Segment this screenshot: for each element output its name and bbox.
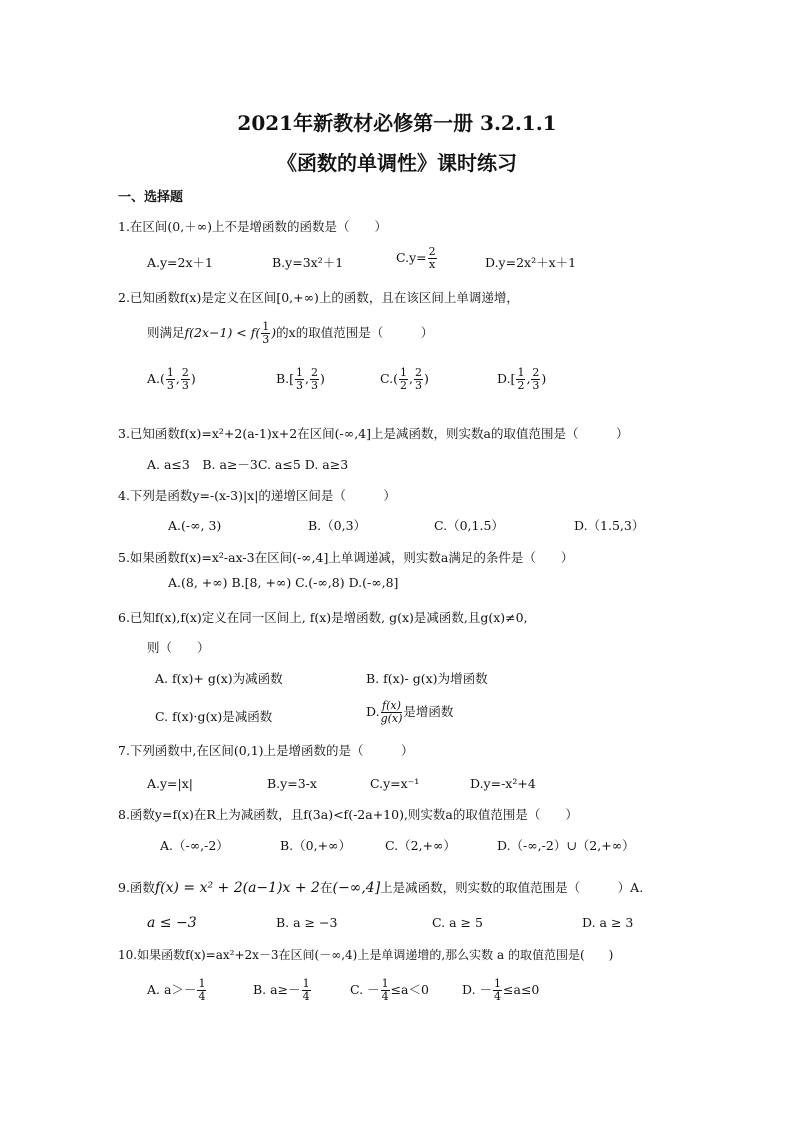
question-7-option-a: A.y=|x|: [147, 776, 194, 791]
question-8-stem: 8.函数y=f(x)在R上为减函数，且f(3a)<f(-2a+10),则实数a的取值范围是（ ）: [118, 807, 578, 822]
page-title: 2021年新教材必修第一册 3.2.1.1: [237, 111, 557, 135]
question-7-stem: 7.下列函数中,在区间(0,1)上是增函数的是（ ）: [118, 743, 414, 758]
question-9-option-d: D. a ≥ 3: [582, 915, 634, 930]
question-6-line2: 则（ ）: [147, 640, 210, 655]
question-4-option-c: C.（0,1.5）: [434, 518, 504, 533]
question-8-option-b: B.（0,+∞）: [280, 838, 351, 853]
question-3-stem: 3.已知函数f(x)=x²+2(a-1)x+2在区间(-∞,4]上是减函数，则实数a的取值范围是（ ）: [118, 426, 629, 441]
question-6-option-d: D. $\frac{f(x)}{g(x)}$ 是增函数: [366, 699, 454, 725]
question-7-option-b: B.y=3-x: [267, 776, 317, 791]
question-4-option-b: B.（0,3）: [308, 518, 367, 533]
question-8-option-c: C.（2,+∞）: [385, 838, 456, 853]
question-6-option-b: B. f(x)- g(x)为增函数: [366, 671, 488, 686]
question-10-option-b: B. a≥－ $\frac{1}{4}$: [253, 977, 310, 1003]
question-10-stem: 10.如果函数f(x)=ax²+2x－3在区间(－∞,4)上是单调递增的,那么实数 a 的取值范围是( ): [118, 948, 614, 962]
question-9-stem: 9.函数f(x) = x² + 2(a−1)x + 2在(−∞,4]上是减函数，则实数的取值范围是（ ）A.: [118, 880, 644, 896]
question-8-option-a: A.（-∞,-2）: [160, 838, 229, 853]
question-7-option-d: D.y=-x²+4: [470, 776, 536, 791]
question-1-option-a: A.y=2x＋1: [147, 255, 213, 270]
page-subtitle: 《函数的单调性》课时练习: [277, 151, 517, 175]
question-4-stem: 4.下列是函数y=-(x-3)|x|的递增区间是（ ）: [118, 488, 396, 503]
question-2-option-b: B.[ $\frac{1}{3}$ , $\frac{2}{3}$ ): [276, 366, 325, 392]
question-10-option-a: A. a＞－ $\frac{1}{4}$: [147, 977, 206, 1003]
question-7-option-c: C.y=x⁻¹: [370, 776, 420, 791]
question-9-option-b: B. a ≥ −3: [276, 915, 338, 930]
question-5-options: A.(8, +∞) B.[8, +∞) C.(-∞,8) D.(-∞,8]: [168, 575, 399, 590]
question-1-option-d: D.y=2x²＋x＋1: [485, 255, 577, 270]
question-2-stem: 2.已知函数f(x)是定义在区间[0,+∞)上的函数，且在该区间上单调递增，: [118, 290, 519, 305]
question-4-option-a: A.(-∞, 3): [168, 518, 222, 533]
question-2-option-a: A.( $\frac{1}{3}$ , $\frac{2}{3}$ ): [147, 366, 196, 392]
question-8-option-d: D.（-∞,-2）∪（2,+∞）: [497, 838, 635, 853]
question-3-options: A. a≤3 B. a≥－3C. a≤5 D. a≥3: [147, 457, 349, 472]
question-1-stem: 1.在区间(0,＋∞)上不是增函数的函数是（ ）: [118, 219, 388, 234]
question-6-stem: 6.已知f(x),f(x)定义在同一区间上, f(x)是增函数, g(x)是减函数,且g(x)≠0,: [118, 610, 528, 625]
question-6-option-c: C. f(x)·g(x)是减函数: [155, 709, 273, 724]
question-9-option-c: C. a ≥ 5: [432, 915, 483, 930]
question-1-option-c: C.y= $\frac{2}{x}$: [396, 245, 436, 271]
question-6-option-a: A. f(x)+ g(x)为减函数: [155, 671, 283, 686]
question-10-option-d: D. － $\frac{1}{4}$ ≤a≤0: [462, 977, 540, 1003]
section-heading: 一、选择题: [118, 190, 184, 205]
fraction-denominator: x: [429, 258, 436, 271]
question-5-stem: 5.如果函数f(x)=x²-ax-3在区间(-∞,4]上单调递减，则实数a满足的条件是（ ）: [118, 550, 574, 565]
question-9-option-a: a ≤ −3: [147, 915, 197, 931]
question-1-option-b: B.y=3x²＋1: [272, 255, 344, 270]
question-4-option-d: D.（1.5,3）: [574, 518, 645, 533]
question-2-option-c: C.( $\frac{1}{2}$ , $\frac{2}{3}$ ): [380, 366, 429, 392]
question-2-condition: 则满足f(2x−1) < f( $\frac{1}{3}$ )的x的取值范围是（ ）: [147, 320, 434, 346]
question-10-option-c: C. － $\frac{1}{4}$ ≤a＜0: [350, 977, 429, 1003]
question-2-option-d: D.[ $\frac{1}{2}$ , $\frac{2}{3}$ ): [497, 366, 547, 392]
fraction-numerator: 2: [428, 245, 436, 258]
